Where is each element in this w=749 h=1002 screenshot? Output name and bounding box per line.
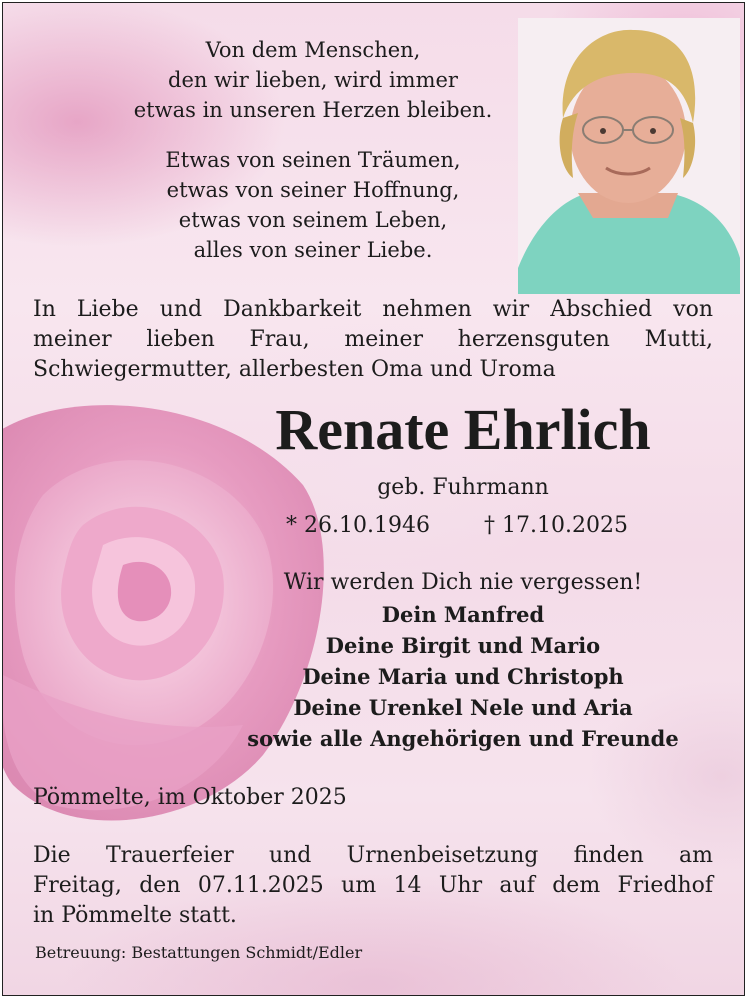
death-date: † 17.10.2025 bbox=[484, 513, 628, 538]
poem-line: den wir lieben, wird immer bbox=[168, 68, 458, 92]
ceremony-line: Die Trauerfeier und Urnenbeisetzung finden am bbox=[33, 843, 713, 868]
intro-line: meiner lieben Frau, meiner herzensguten Mutti, bbox=[33, 327, 713, 352]
deceased-name: Renate Ehrlich bbox=[275, 397, 651, 462]
signature-line: Dein Manfred bbox=[381, 602, 545, 627]
poem-line: alles von seiner Liebe. bbox=[193, 238, 433, 262]
portrait-photo-icon bbox=[518, 18, 740, 294]
poem-line: etwas von seiner Hoffnung, bbox=[166, 178, 460, 202]
funeral-home-credit: Betreuung: Bestattungen Schmidt/Edler bbox=[35, 943, 363, 962]
intro-line: Schwiegermutter, allerbesten Oma und Uroma bbox=[33, 357, 556, 382]
closing-line: Wir werden Dich nie vergessen! bbox=[283, 570, 643, 595]
signature-line: Deine Maria und Christoph bbox=[302, 664, 624, 689]
signature-line: Deine Birgit und Mario bbox=[325, 633, 601, 658]
poem-line: Etwas von seinen Träumen, bbox=[165, 148, 461, 172]
birth-date: * 26.10.1946 bbox=[286, 513, 430, 538]
poem-line: etwas in unseren Herzen bleiben. bbox=[133, 98, 493, 122]
portrait-photo bbox=[518, 18, 740, 294]
ceremony-line: in Pömmelte statt. bbox=[33, 903, 237, 928]
poem-line: etwas von seinem Leben, bbox=[178, 208, 448, 232]
obituary-notice bbox=[2, 2, 745, 996]
ceremony-line: Freitag, den 07.11.2025 um 14 Uhr auf dem Friedhof bbox=[33, 873, 713, 898]
poem-line: Von dem Menschen, bbox=[205, 38, 421, 62]
intro-line: In Liebe und Dankbarkeit nehmen wir Abschied von bbox=[33, 297, 713, 322]
signature-line: sowie alle Angehörigen und Freunde bbox=[247, 726, 679, 751]
signature-line: Deine Urenkel Nele und Aria bbox=[293, 695, 633, 720]
place-date: Pömmelte, im Oktober 2025 bbox=[33, 785, 347, 810]
birth-name: geb. Fuhrmann bbox=[377, 475, 549, 500]
